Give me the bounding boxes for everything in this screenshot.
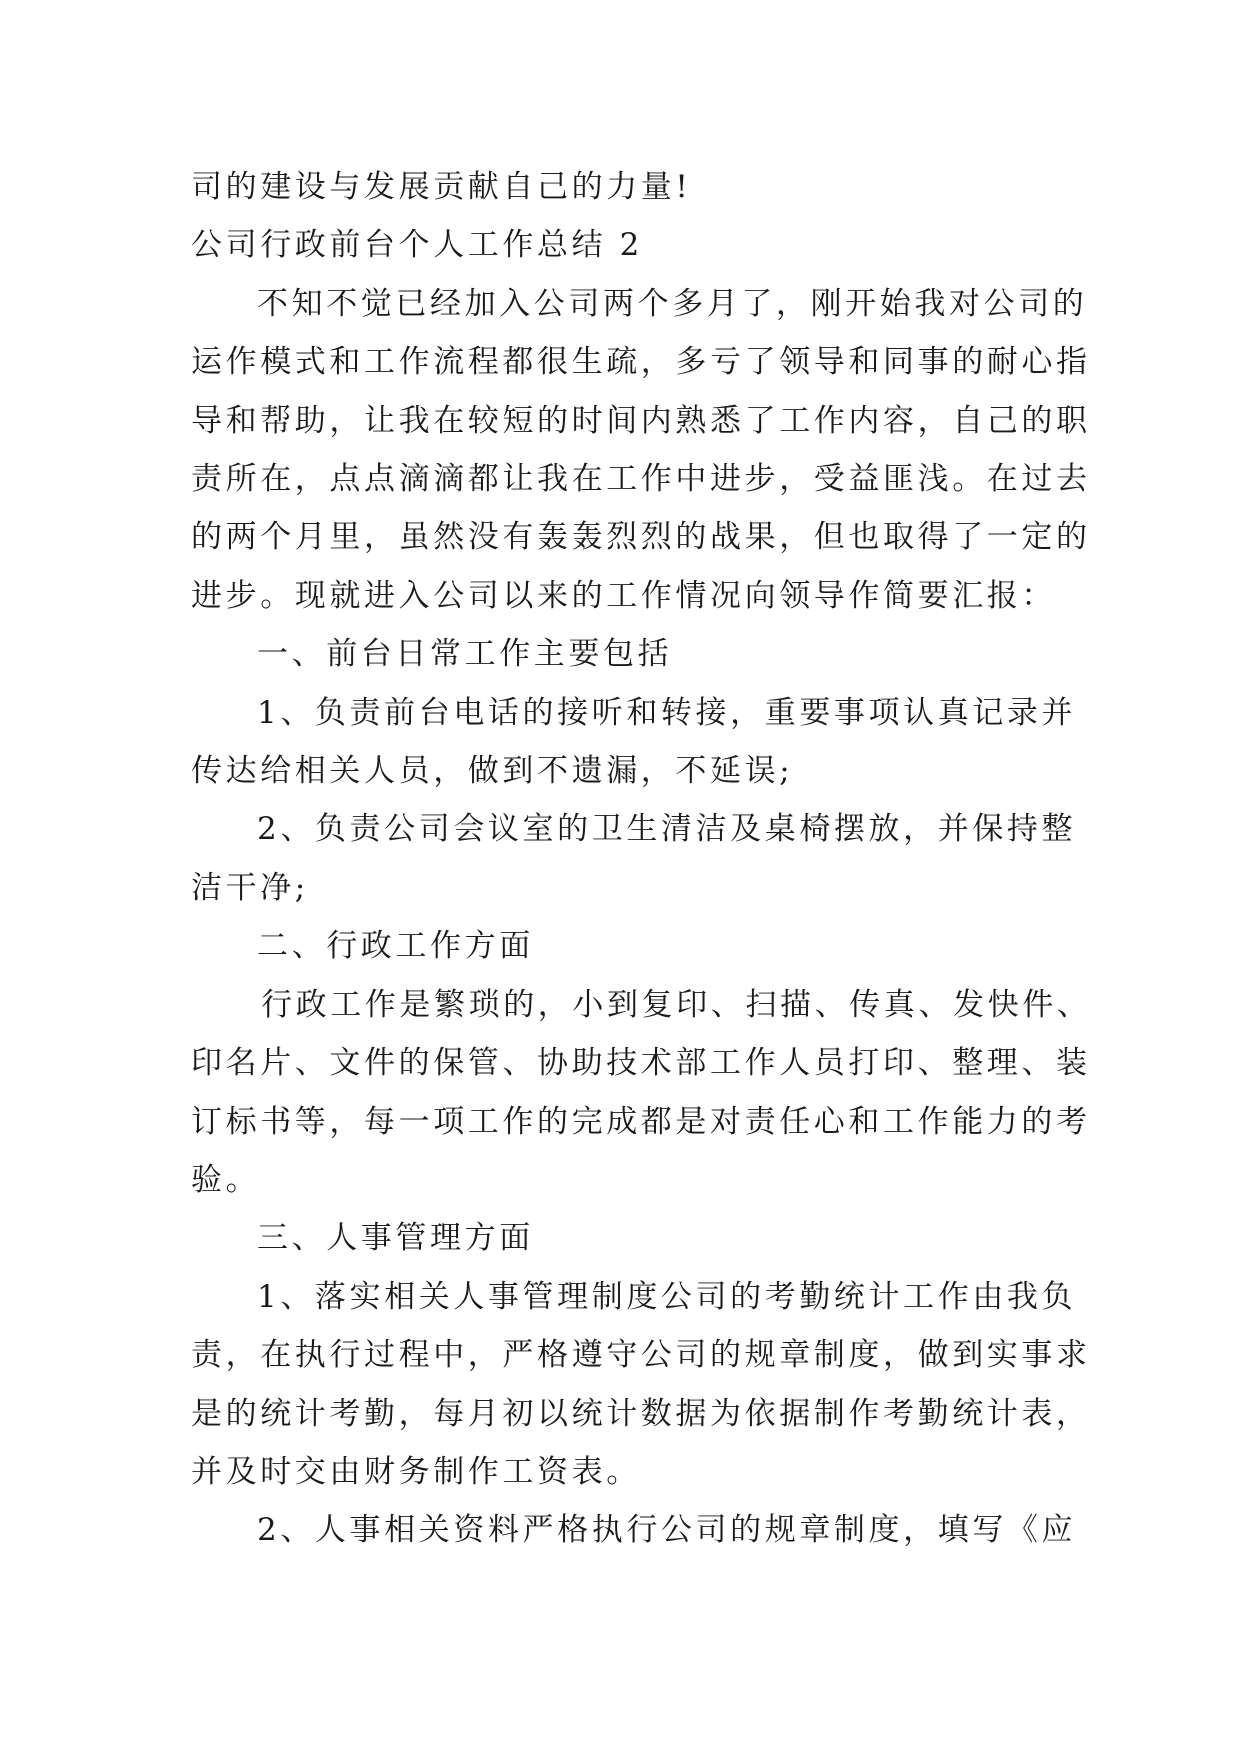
- paragraph-line: 订标书等，每一项工作的完成都是对责任心和工作能力的考: [191, 1103, 1091, 1140]
- paragraph-line: 行政工作是繁琐的，小到复印、扫描、传真、发快件、: [261, 986, 1092, 1023]
- paragraph-line: 验。: [191, 1161, 261, 1198]
- section-title: 公司行政前台个人工作总结 2: [191, 227, 643, 264]
- paragraph-line: 不知不觉已经加入公司两个多月了，刚开始我对公司的: [257, 285, 1088, 322]
- paragraph-line: 的两个月里，虽然没有轰轰烈烈的战果，但也取得了一定的: [191, 519, 1091, 556]
- paragraph-line: 责所在，点点滴滴都让我在工作中进步，受益匪浅。在过去: [191, 461, 1091, 498]
- list-item-line: 传达给相关人员，做到不遗漏，不延误;: [191, 753, 794, 790]
- document-body: [191, 158, 1092, 1560]
- list-item-line: 责，在执行过程中，严格遵守公司的规章制度，做到实事求: [191, 1337, 1091, 1374]
- paragraph-line: 进步。现就进入公司以来的工作情况向领导作简要汇报：: [191, 577, 1056, 614]
- list-item-line: 1、负责前台电话的接听和转接，重要事项认真记录并: [257, 694, 1077, 731]
- paragraph-line: 印名片、文件的保管、协助技术部工作人员打印、整理、装: [191, 1045, 1091, 1082]
- paragraph-line: 运作模式和工作流程都很生疏，多亏了领导和同事的耐心指: [191, 344, 1091, 381]
- subheading: 二、行政工作方面: [257, 928, 534, 965]
- list-item-line: 是的统计考勤，每月初以统计数据为依据制作考勤统计表，: [191, 1395, 1091, 1432]
- list-item-line: 1、落实相关人事管理制度公司的考勤统计工作由我负: [257, 1278, 1077, 1315]
- subheading: 三、人事管理方面: [257, 1220, 534, 1257]
- paragraph-line: 导和帮助，让我在较短的时间内熟悉了工作内容，自己的职: [191, 402, 1091, 439]
- list-item-line: 并及时交由财务制作工资表。: [191, 1453, 641, 1490]
- text-line: 司的建设与发展贡献自己的力量!: [191, 169, 692, 205]
- list-item-line: 洁干净;: [191, 869, 309, 906]
- list-item-line: 2、人事相关资料严格执行公司的规章制度，填写《应: [257, 1512, 1077, 1549]
- list-item-line: 2、负责公司会议室的卫生清洁及桌椅摆放，并保持整: [257, 811, 1077, 848]
- subheading: 一、前台日常工作主要包括: [257, 636, 673, 673]
